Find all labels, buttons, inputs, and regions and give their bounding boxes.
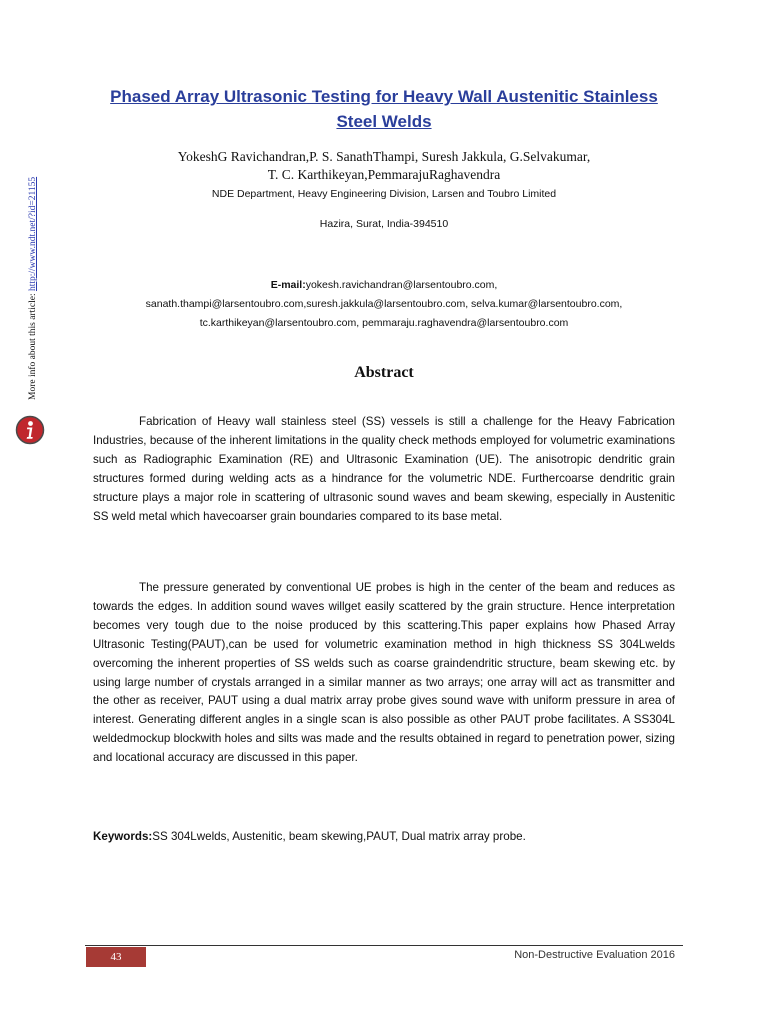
keywords-text: SS 304Lwelds, Austenitic, beam skewing,PAUT, Dual matrix array probe. <box>152 830 526 843</box>
email-line-2[interactable]: sanath.thampi@larsentoubro.com,suresh.jakkula@larsentoubro.com, selva.kumar@larsentoubro.com, <box>145 298 623 310</box>
affiliation-department: NDE Department, Heavy Engineering Division, Larsen and Toubro Limited <box>211 188 557 200</box>
email-label: E-mail: <box>270 279 306 291</box>
article-info-sidebar <box>0 0 44 460</box>
footer-divider <box>85 945 683 946</box>
article-info-text <box>28 177 38 400</box>
keywords <box>93 830 675 843</box>
footer-conference: Non-Destructive Evaluation 2016 <box>514 949 675 961</box>
author-list <box>80 148 688 184</box>
email-address-1[interactable]: yokesh.ravichandran@larsentoubro.com, <box>305 279 498 291</box>
email-line-3[interactable]: tc.karthikeyan@larsentoubro.com, pemmaraju.raghavendra@larsentoubro.com <box>199 317 569 329</box>
article-info-link[interactable]: http://www.ndt.net/?id=21155 <box>28 176 38 292</box>
email-block <box>80 276 688 333</box>
affiliation-location: Hazira, Surat, India-394510 <box>319 218 449 230</box>
abstract-heading: Abstract <box>354 364 414 381</box>
paper-title[interactable] <box>80 84 688 134</box>
title-line-2[interactable]: Steel Welds <box>336 112 432 131</box>
abstract-paragraph-1: Fabrication of Heavy wall stainless steel (SS) vessels is still a challenge for the Heavy Fabrication Industries, because of the inherent limitations in the quality check methods employed for volumetric examinations such as Radiographic Examination (RE) and Ultrasonic Examination (UE). The anisotropic dendritic grain structures formed during welding acts as a hindrance for the volumetric NDE. Furthercoarse dendritic grain structure plays a major role in scattering of ultrasonic sound waves and beam skewing, especially in Austenitic SS weld metal which havecoarser grain boundaries compared to its base metal. <box>93 415 675 523</box>
keywords-label: Keywords: <box>93 830 153 843</box>
email-line-1 <box>80 276 688 295</box>
authors-line-1: YokeshG Ravichandran,P. S. SanathThampi, Suresh Jakkula, G.Selvakumar, <box>177 149 591 164</box>
article-info-prefix: More info about this article: <box>28 291 38 400</box>
abstract-paragraph-2: The pressure generated by conventional UE probes is high in the center of the beam and reduces as towards the edges. In addition sound waves willget easily scattered by the grain structure. Hence interpretation becomes very tough due to the noise produced by this scattering.This paper explains how Phased Array Ultrasonic Testing(PAUT),can be used for volumetric examination method in high thickness SS 304Lwelds overcoming the inherent properties of SS welds such as coarse graindendritic structure, beam skewing etc. by using large number of crystals arranged in a similar manner as two arrays; one array will act as transmitter and the other as receiver, PAUT using a dual matrix array probe gives sound wave with uniform pressure in area of interest. Generating different angles in a single scan is also possible as other PAUT probe facilitates. A SS304L weldedmockup blockwith holes and silts was made and the results obtained in regard to penetration power, sizing and locational accuracy are discussed in this paper. <box>93 581 675 765</box>
info-icon[interactable] <box>15 415 45 445</box>
authors-line-2: T. C. Karthikeyan,PemmarajuRaghavendra <box>267 167 501 182</box>
title-line-1[interactable]: Phased Array Ultrasonic Testing for Heavy Wall Austenitic Stainless <box>110 87 658 106</box>
page-number: 43 <box>86 947 146 967</box>
